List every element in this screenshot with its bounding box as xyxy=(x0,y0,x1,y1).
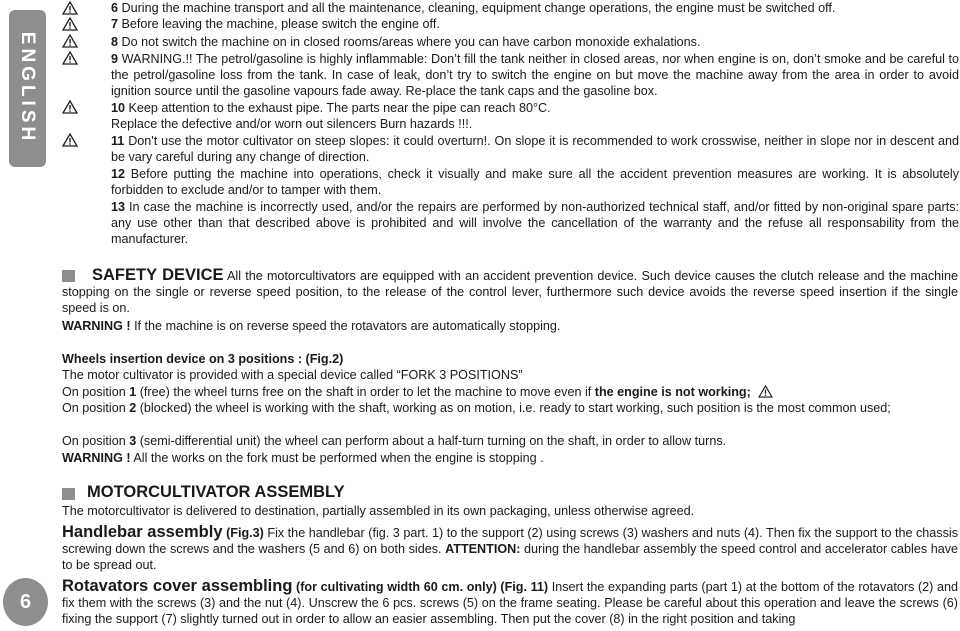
warning-triangle-icon xyxy=(62,100,78,114)
wheels-heading: Wheels insertion device on 3 positions : (Fig.2) xyxy=(62,352,344,366)
safety-device-heading: SAFETY DEVICE xyxy=(92,266,224,284)
warning-triangle-icon xyxy=(62,51,78,65)
warning-item-10b: Replace the defective and/or worn out silencers Burn hazards !!!. xyxy=(111,117,473,131)
wheels-intro: The motor cultivator is provided with a special device called “FORK 3 POSITIONS” xyxy=(62,368,523,382)
section-marker xyxy=(62,488,75,500)
wheels-position-2: On position 2 (blocked) the wheel is working with the shaft, working as on motion, i.e. ready to start working, such position is the most common used; xyxy=(62,401,891,415)
warning-item-10: 10 Keep attention to the exhaust pipe. The parts near the pipe can reach 80°C. xyxy=(111,101,551,115)
rotavators-paragraph: Rotavators cover assembling (for cultivating width 60 cm. only) (Fig. 11) Insert the expanding parts (part 1) at the bottom of the rotavators (2) and fix them with the screws (3) and the nut (4). Unscrew the 6 pcs. screws (5) on the frame seating. Please be careful about this operation and leave the screws (6) fixing the support (7) slightly turned out in order to allow an easier assembling. Then put the cover (8) in the right position and taking xyxy=(62,577,958,626)
handlebar-title: Handlebar assembly xyxy=(62,523,223,541)
warning-triangle-icon xyxy=(62,34,78,48)
warning-item-9: 9 WARNING.!! The petrol/gasoline is highly inflammable: Don’t fill the tank neither in closed areas, nor when engine is on, don’t smoke and be careful to the petrol/gasoline loss from the tank. In case of leak, don’t try to switch the engine on but move the machine away from the area in order to avoid ignition source until the gasoline vapours fade away. Re-place the tank caps and the gasoline box. xyxy=(111,52,960,98)
warning-item-13: 13 In case the machine is incorrectly used, and/or the repairs are performed by non-authorized technical staff, and/or fitted by non-original spare parts: any use other than that described above is prohibited and will involve the cancellation of the warranty and the refuse all responsability from the manufacturer. xyxy=(111,200,959,246)
assembly-heading: MOTORCULTIVATOR ASSEMBLY xyxy=(87,483,345,501)
warning-triangle-icon xyxy=(62,1,78,15)
wheels-position-3: On position 3 (semi-differential unit) the wheel can perform about a half-turn turning on the shaft, in order to allow turns. xyxy=(62,434,727,448)
language-tab-label: ENGLISH xyxy=(17,31,38,145)
warning-triangle-icon xyxy=(62,133,78,147)
page-number: 6 xyxy=(3,578,48,626)
handlebar-paragraph: Handlebar assembly (Fig.3) Fix the handlebar (fig. 3 part. 1) to the support (2) using screws (3) washers and nuts (4). Then fix the support to the chassis screwing down the screws and the washers (5 and 6) on both sides. ATTENTION: during the handlebar assembly the speed control and accelerator cables have to be spread out. xyxy=(62,523,959,572)
wheels-warning: WARNING ! All the works on the fork must be performed when the engine is stopping . xyxy=(62,451,544,465)
warning-triangle-icon xyxy=(62,17,78,31)
warning-item-8: 8 Do not switch the machine on in closed rooms/areas where you can have carbon monoxide exhalations. xyxy=(111,35,701,49)
warning-item-12: 12 Before putting the machine into operations, check it visually and make sure all the accident prevention measures are working. It is absolutely forbidden to exclude and/or to tamper with them. xyxy=(111,167,960,197)
safety-device-paragraph: SAFETY DEVICE All the motorcultivators are equipped with an accident prevention device. Such device causes the clutch release and the machine stopping on the single or reverse speed position, to the release of the control lever, furthermore such device avoids the reverse speed insertion if the single speed is on. xyxy=(62,266,958,315)
rotavators-title: Rotavators cover assembling xyxy=(62,577,293,595)
language-tab-wrap xyxy=(9,10,46,167)
wheels-position-1: On position 1 (free) the wheel turns free on the shaft in order to let the machine to move even if the engine is not working; xyxy=(62,384,958,400)
warning-item-7: 7 Before leaving the machine, please switch the engine off. xyxy=(111,17,440,31)
safety-warning: WARNING ! If the machine is on reverse speed the rotavators are automatically stopping. xyxy=(62,319,561,333)
warning-item-6: 6 During the machine transport and all the maintenance, cleaning, equipment change operations, the engine must be switched off. xyxy=(111,1,836,15)
assembly-intro: The motorcultivator is delivered to destination, partially assembled in its own packaging, unless otherwise agreed. xyxy=(62,504,695,518)
warning-triangle-icon xyxy=(758,385,773,398)
warning-item-11: 11 Don't use the motor cultivator on steep slopes: it could overturn!. On slope it is recommended to work crosswise, neither in slope nor in descent and be vary careful during any change of direction. xyxy=(111,134,959,164)
